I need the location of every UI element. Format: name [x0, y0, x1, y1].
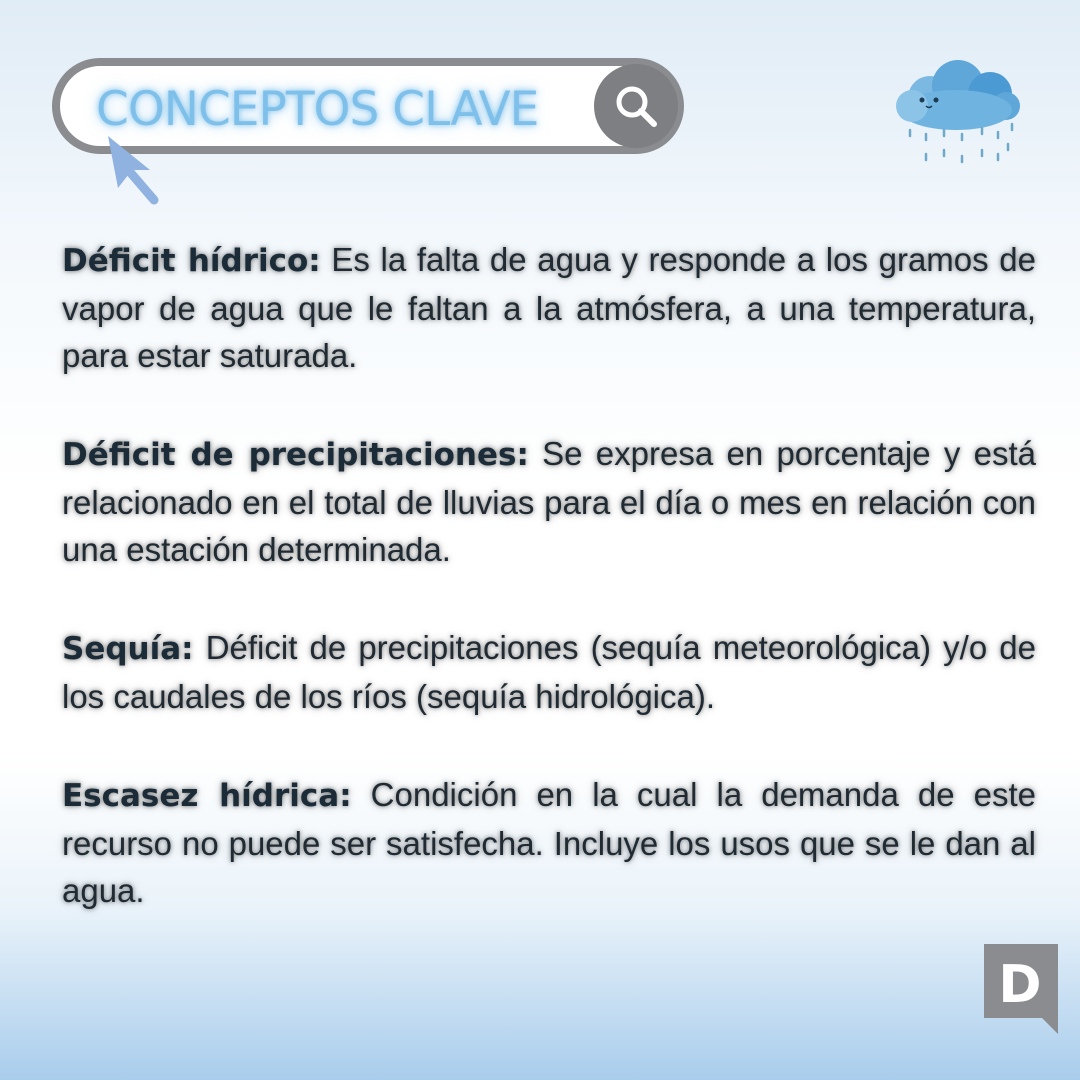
concept-deficit-hidrico — [62, 236, 1036, 379]
d-speech-bubble-logo — [982, 942, 1060, 1038]
rain-cloud-icon — [886, 54, 1026, 174]
magnifier-icon — [594, 64, 678, 148]
search-button[interactable] — [594, 64, 678, 148]
concept-escasez-hidrica — [62, 771, 1036, 914]
concept-term: Déficit hídrico: — [62, 243, 321, 279]
arrow-cursor-icon — [104, 132, 164, 208]
logo-letter: D — [998, 955, 1042, 1015]
search-title: CONCEPTOS CLAVE — [96, 82, 539, 137]
concept-definition: Déficit de precipitaciones (sequía meteorológica) y/o de los caudales de los ríos (sequía hidrológica). — [62, 629, 1036, 715]
concept-definition: Condición en la cual la demanda de este recurso no puede ser satisfecha. Incluye los usos que se le dan al agua. — [62, 776, 1036, 909]
concept-definition: Se expresa en porcentaje y está relacionado en el total de lluvias para el día o mes en relación con una estación determinada. — [62, 435, 1036, 568]
concept-term: Déficit de precipitaciones: — [62, 437, 529, 473]
concept-sequia — [62, 624, 1036, 720]
concepts-list — [62, 236, 1036, 965]
concept-term: Sequía: — [62, 631, 194, 667]
concept-definition: Es la falta de agua y responde a los gramos de vapor de agua que le faltan a la atmósfera, a una temperatura, para estar saturada. — [62, 241, 1037, 374]
concept-term: Escasez hídrica: — [62, 778, 352, 814]
concept-deficit-precipitaciones — [62, 430, 1036, 573]
